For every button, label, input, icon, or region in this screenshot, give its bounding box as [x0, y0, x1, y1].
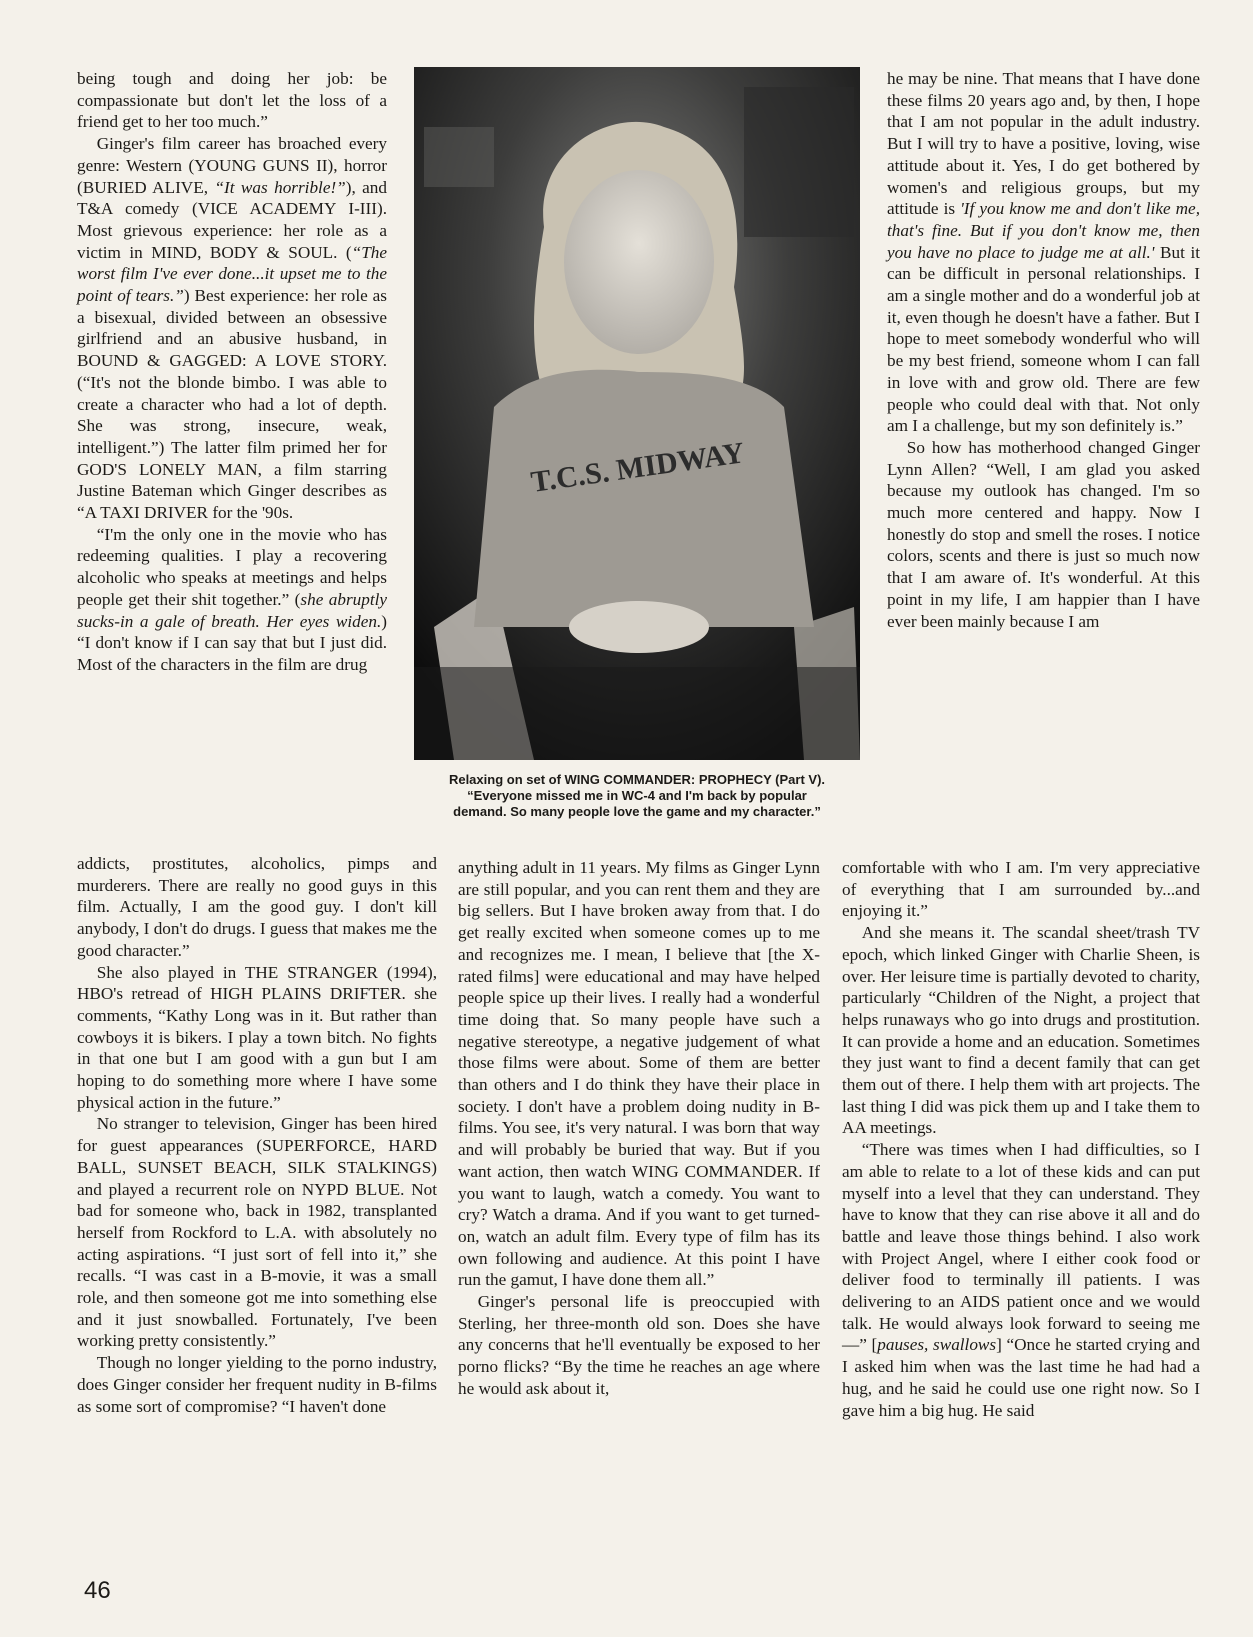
- article-column-right-upper: [887, 68, 1200, 632]
- paragraph: So how has motherhood changed Ginger Lynn Allen? “Well, I am glad you asked because my outlook has changed. I'm so much more centered and happy. Now I honestly do stop and smell the roses. I notice colors, scents and there is just so much now that I am aware of. It's wonderful. At this point in my life, I am happier than I have ever been mainly because I am: [887, 437, 1200, 631]
- article-column-left-lower: [77, 853, 437, 1417]
- paragraph: anything adult in 11 years. My films as Ginger Lynn are still popular, and you can rent them and they are big sellers. But I have broken away from that. I do get really excited when someone comes up to me and recognizes me. I mean, I believe that [the X-rated films] were educational and may have helped people spice up their lives. I really had a wonderful time doing that. So many people have such a negative stereotype, a negative judgement of what those films were about. Some of them are better than others and I do think they have their place in society. I don't have a problem doing nudity in B-films. You see, it's very natural. I was born that way and will probably be buried that way. But if you want action, then watch WING COMMANDER. If you want to laugh, watch a comedy. You want to cry? Watch a drama. And if you want to get turned-on, watch an adult film. Every type of film has its own following and audience. At this point I have run the gamut, I have done them all.”: [458, 858, 820, 1290]
- caption-line: Relaxing on set of WING COMMANDER: PROPHECY (Part V).: [448, 772, 826, 787]
- caption-line: “Everyone missed me in WC-4 and I'm back by popular: [467, 788, 807, 803]
- paragraph: Ginger's personal life is preoccupied with Sterling, her three-month old son. Does she have any concerns that he'll eventually be exposed to her porno flicks? “By the time he reaches an age where he would ask about it,: [458, 1292, 820, 1398]
- article-column-left-upper: [77, 68, 387, 676]
- paragraph: he may be nine. That means that I have done these films 20 years ago and, by then, I hope that I am not popular in the adult industry. But I will try to have a positive, loving, wise attitude about it. Yes, I do get bothered by women's and religious groups, but my attitude is 'If you know me and don't like me, that's fine. But if you don't know me, then you have no place to judge me at all.' But it can be difficult in personal relationships. I am a single mother and do a wonderful job at it, even though he doesn't have a father. But I hope to meet somebody wonderful who will be my best friend, someone whom I can fall in love with and grow old. There are few people who could deal with that. Not only am I a challenge, but my son definitely is.”: [887, 69, 1200, 436]
- paragraph: “I'm the only one in the movie who has redeeming qualities. I play a recovering alcoholic who speaks at meetings and helps people get their shit together.” (she abruptly sucks-in a gale of breath. Her eyes widen.) “I don't know if I can say that but I just did. Most of the characters in the film are drug: [77, 524, 388, 674]
- paragraph: And she means it. The scandal sheet/trash TV epoch, which linked Ginger with Charlie Sheen, is over. Her leisure time is partially devoted to charity, particularly “Children of the Night, a project that helps runaways who go into drugs and prostitution. It can provide a home and an education. Sometimes they just want to find a decent family that can get them out of there. I help them with art projects. The last thing I did was pick them up and I take them to AA meetings.: [842, 923, 1200, 1138]
- paragraph: Ginger's film career has broached every genre: Western (YOUNG GUNS II), horror (BURIED ALIVE, “It was horrible!”), and T&A comedy (VICE ACADEMY I-III). Most grievous experience: her role as a victim in MIND, BODY & SOUL. (“The worst film I've ever done...it upset me to the point of tears.”) Best experience: her role as a bisexual, divided between an obsessive girlfriend and an abusive husband, in BOUND & GAGGED: A LOVE STORY. (“It's not the blonde bimbo. I was able to create a character who had a lot of depth. She was strong, insecure, weak, intelligent.”) The latter film primed her for GOD'S LONELY MAN, a film starring Justine Bateman which Ginger describes as “A TAXI DRIVER for the '90s.: [77, 134, 388, 523]
- paragraph: addicts, prostitutes, alcoholics, pimps and murderers. There are really no good guys in this film. Actually, I am the good guy. I don't kill anybody, I don't do drugs. I guess that makes me the good character.”: [77, 854, 437, 960]
- article-column-middle: [458, 857, 820, 1400]
- paragraph: being tough and doing her job: be compassionate but don't let the loss of a friend get to her too much.”: [77, 69, 387, 132]
- paragraph: comfortable with who I am. I'm very appreciative of everything that I am surrounded by...and enjoying it.”: [842, 858, 1200, 921]
- article-column-right-lower: [842, 857, 1200, 1421]
- paragraph: No stranger to television, Ginger has been hired for guest appearances (SUPERFORCE, HARD BALL, SUNSET BEACH, SILK STALKINGS) and played a recurrent role on NYPD BLUE. Not bad for someone who, back in 1982, transplanted herself from Rockford to L.A. with absolutely no acting aspirations. “I just sort of fell into it,” she recalls. “I was cast in a B-movie, it was a small role, and then someone got me into something else and it just snowballed. Fortunately, I've been working pretty consistently.”: [77, 1114, 437, 1351]
- paragraph: She also played in THE STRANGER (1994), HBO's retread of HIGH PLAINS DRIFTER. she comments, “Kathy Long was in it. But rather than cowboys it is bikers. I play a town bitch. No fights in that one but I am good with a gun but I am hoping to do something more where I have some physical action in the future.”: [77, 962, 437, 1112]
- paragraph: “There was times when I had difficulties, so I am able to relate to a lot of these kids and can put myself into a level that they can understand. They have to know that they can rise above it all and do battle and leave those things behind. I also work with Project Angel, where I either cook food or deliver food to terminally ill patients. I was delivering to an AIDS patient once and we would talk. He would always look forward to seeing me—” [pauses, swallows] “Once he started crying and I asked him when was the last time he had had a hug, and he said he could use one right now. So I gave him a big hug. He said: [842, 1140, 1200, 1420]
- caption-line: demand. So many people love the game and my character.”: [453, 804, 821, 819]
- article-photo: [414, 67, 860, 760]
- portrait-illustration: [414, 67, 860, 760]
- shirt-text: T.C.S. MIDWAY: [528, 436, 747, 499]
- paragraph: Though no longer yielding to the porno industry, does Ginger consider her frequent nudity in B-films as some sort of compromise? “I haven't done: [77, 1353, 437, 1416]
- page-number: 46: [84, 1577, 111, 1604]
- photo-caption: [414, 772, 860, 820]
